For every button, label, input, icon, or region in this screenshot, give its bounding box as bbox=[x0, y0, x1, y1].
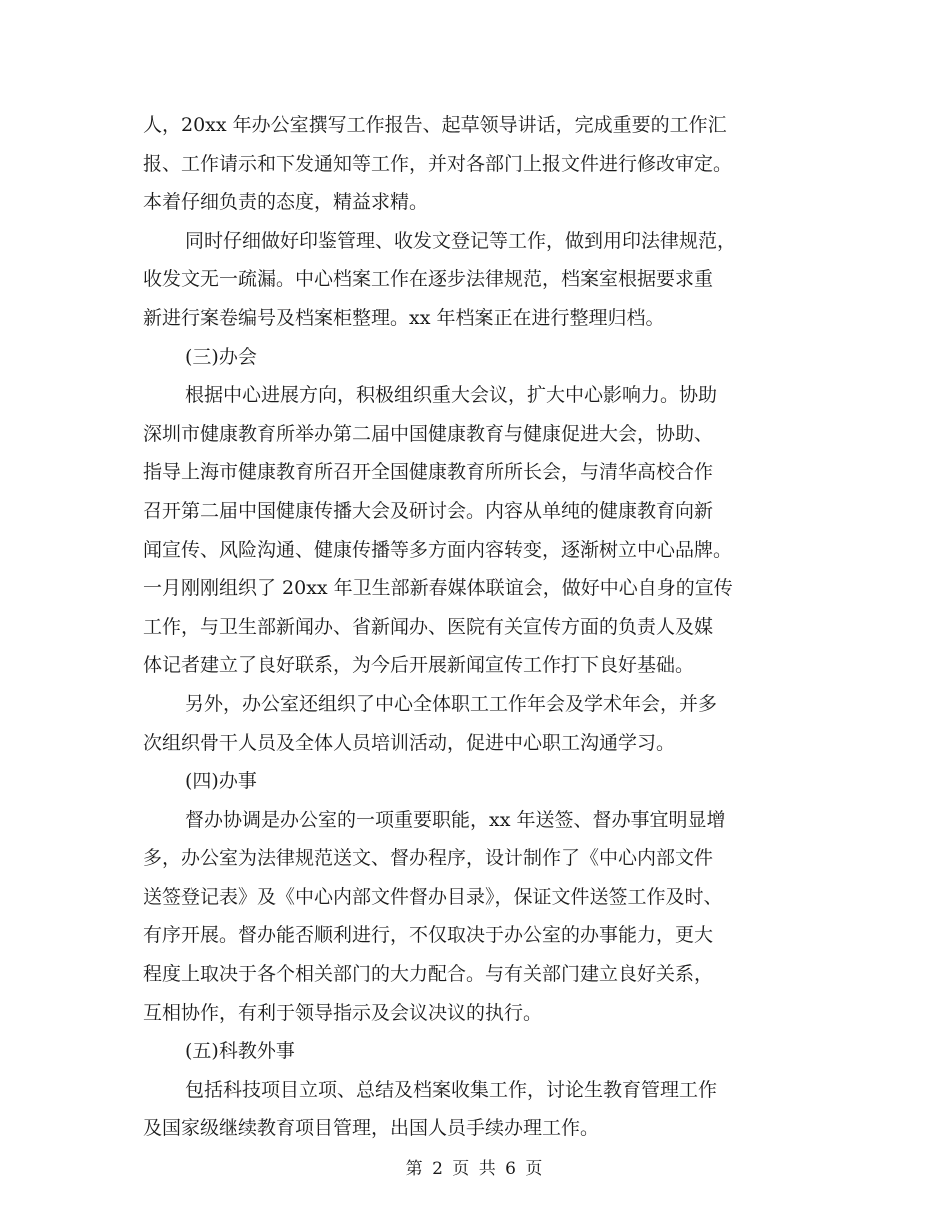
text-line: 多，办公室为法律规范送文、督办程序，设计制作了《中心内部文件 bbox=[143, 847, 714, 870]
section-heading: (四)办事 bbox=[185, 770, 257, 793]
text-line: 闻宣传、风险沟通、健康传播等多方面内容转变，逐渐树立中心品牌。 bbox=[143, 538, 733, 561]
page-footer: 第 2 页 共 6 页 bbox=[405, 1159, 545, 1179]
text-line: 收发文无一疏漏。中心档案工作在逐步法律规范，档案室根据要求重 bbox=[143, 268, 714, 291]
text-line: 次组织骨干人员及全体人员培训活动，促进中心职工沟通学习。 bbox=[143, 731, 676, 754]
text-line: 程度上取决于各个相关部门的大力配合。与有关部门建立良好关系， bbox=[143, 963, 714, 986]
text-line: 督办协调是办公室的一项重要职能，xx 年送签、督办事宜明显增 bbox=[185, 808, 726, 831]
text-line: 根据中心进展方向，积极组织重大会议，扩大中心影响力。协助 bbox=[185, 384, 718, 407]
text-line: 体记者建立了良好联系，为今后开展新闻宣传工作打下良好基础。 bbox=[143, 654, 695, 677]
text-line: 本着仔细负责的态度，精益求精。 bbox=[143, 191, 429, 214]
text-line: 一月刚刚组织了 20xx 年卫生部新春媒体联谊会，做好中心自身的宣传 bbox=[143, 577, 733, 600]
paragraph bbox=[143, 801, 813, 1033]
text-line: 新进行案卷编号及档案柜整理。xx 年档案正在进行整理归档。 bbox=[143, 306, 665, 329]
text-line: 及国家级继续教育项目管理，出国人员手续办理工作。 bbox=[143, 1117, 600, 1140]
paragraph bbox=[143, 376, 813, 685]
text-line: 指导上海市健康教育所召开全国健康教育所所长会，与清华高校合作 bbox=[143, 461, 714, 484]
text-line: 互相协作，有利于领导指示及会议决议的执行。 bbox=[143, 1001, 543, 1024]
text-line: 召开第二届中国健康传播大会及研讨会。内容从单纯的健康教育向新 bbox=[143, 499, 714, 522]
paragraph bbox=[143, 1071, 813, 1148]
text-line: 深圳市健康教育所举办第二届中国健康教育与健康促进大会，协助、 bbox=[143, 422, 714, 445]
text-line: 报、工作请示和下发通知等工作，并对各部门上报文件进行修改审定。 bbox=[143, 152, 733, 175]
document-body bbox=[143, 106, 813, 1148]
paragraph bbox=[143, 685, 813, 762]
section-heading: (五)科教外事 bbox=[185, 1040, 295, 1063]
text-line: 送签登记表》及《中心内部文件督办目录》，保证文件送签工作及时、 bbox=[143, 885, 723, 908]
text-line: 另外，办公室还组织了中心全体职工工作年会及学术年会，并多 bbox=[185, 692, 718, 715]
section-heading: (三)办会 bbox=[185, 345, 257, 368]
text-line: 包括科技项目立项、总结及档案收集工作，讨论生教育管理工作 bbox=[185, 1078, 718, 1101]
text-line: 同时仔细做好印鉴管理、收发文登记等工作，做到用印法律规范， bbox=[185, 229, 737, 252]
text-line: 工作，与卫生部新闻办、省新闻办、医院有关宣传方面的负责人及媒 bbox=[143, 615, 714, 638]
paragraph bbox=[143, 106, 813, 222]
paragraph bbox=[143, 222, 813, 338]
text-line: 有序开展。督办能否顺利进行，不仅取决于办公室的办事能力，更大 bbox=[143, 924, 714, 947]
text-line: 人，20xx 年办公室撰写工作报告、起草领导讲话，完成重要的工作汇 bbox=[143, 114, 727, 136]
